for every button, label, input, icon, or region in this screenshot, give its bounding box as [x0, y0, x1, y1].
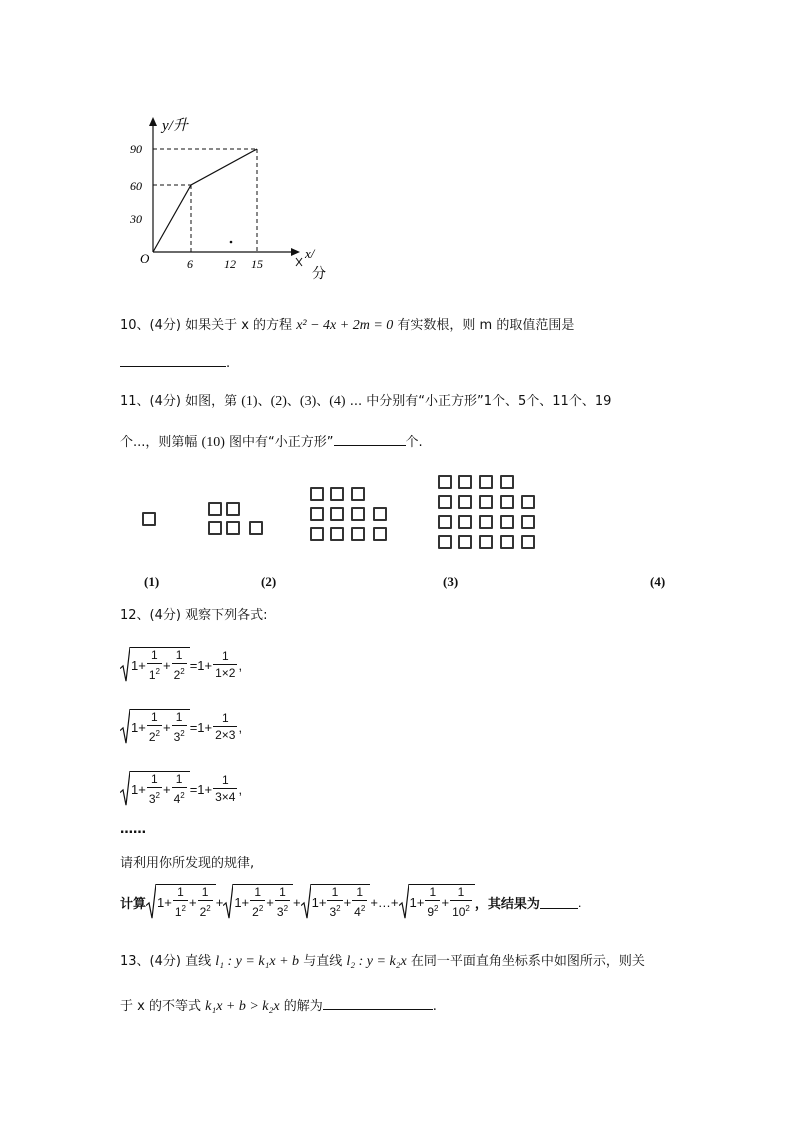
y-axis-label: y/升 — [162, 118, 188, 134]
square — [330, 487, 344, 501]
question-11-line2: 个...，则第幅 (10) 图中有“小正方形” 个. — [120, 431, 423, 451]
square — [458, 535, 472, 549]
y-tick-30: 30 — [130, 212, 142, 226]
radical: 1 + $\frac{1}{1^2}$ + $\frac{1}{2^2}$ — [120, 647, 190, 683]
q12-calc-line: 计算 1 + $\frac{1}{1^2}$ + $\frac{1}{2^2}$ + 1 + $\frac{1}{2^2}$ + $\frac{1}{3^2}$ + 1 + $\frac{1}{3^2}$ + $\frac{1}{4^2}$ +…+ 1 + $\frac{1}{9^2}$ + $\frac{1}{10^2}$ ，其结果为 . — [120, 885, 582, 919]
q12-rule: 请利用你所发现的规律, — [120, 856, 255, 871]
term-one: 1 — [131, 658, 139, 673]
x-tick-12: 12 — [224, 257, 236, 271]
term-one: 1 — [131, 782, 139, 797]
y-tick-60: 60 — [130, 179, 142, 193]
fraction: $\frac{1}{2\times 3}$ — [215, 711, 236, 742]
question-12-title: 12、(4分) 观察下列各式: — [120, 608, 268, 623]
square — [500, 535, 514, 549]
fig-ref-10: (10) — [201, 435, 225, 450]
fig-ref-2: (2) — [270, 394, 287, 409]
fraction: $\frac{1}{4^2}$ — [354, 885, 366, 919]
identity-row: 1 + $\frac{1}{3^2}$ + $\frac{1}{4^2}$ =1+ $\frac{1}{3\times 4}$ , — [120, 758, 242, 820]
inequality: k₁x + b > k₂x — [205, 999, 280, 1014]
fraction: $\frac{1}{1^2}$ — [148, 648, 160, 682]
fraction: $\frac{1}{2^2}$ — [173, 648, 185, 682]
question-11-line1: 11、(4分) 如图，第 (1)、(2)、(3)、(4) ... 中分别有“小正方形”1个、5个、11个、19 — [120, 394, 612, 409]
question-13-line1: 13、(4分) 直线 l₁ : y = k₁x + b 与直线 l₂ : y = k₂x 在同一平面直角坐标系中如图所示，则关 — [120, 954, 645, 969]
square — [479, 535, 493, 549]
square — [310, 527, 324, 541]
q10-answer-line: . — [120, 353, 230, 371]
radical: 1 + $\frac{1}{3^2}$ + $\frac{1}{4^2}$ — [301, 884, 371, 920]
q10-prefix: 10、(4分) 如果关于 x 的方程 — [120, 318, 293, 333]
fraction: $\frac{1}{2^2}$ — [148, 710, 160, 744]
question-13-line2: 于 x 的不等式 k₁x + b > k₂x 的解为 . — [120, 995, 437, 1015]
x-tick-15: 15 — [251, 257, 263, 271]
square — [351, 527, 365, 541]
term-one: 1 — [311, 895, 319, 910]
square — [458, 495, 472, 509]
fraction: $\frac{1}{1\times 2}$ — [215, 649, 236, 680]
fraction: $\frac{1}{10^2}$ — [452, 885, 470, 919]
q11-blank[interactable] — [334, 432, 406, 446]
square — [479, 495, 493, 509]
q12-identities — [120, 634, 242, 820]
square — [330, 507, 344, 521]
square — [226, 502, 240, 516]
line-l2: l₂ : y = k₂x — [346, 954, 407, 969]
square — [458, 515, 472, 529]
data-line — [153, 149, 257, 252]
square — [373, 507, 387, 521]
fig-label-3: (3) — [443, 574, 459, 589]
fraction: $\frac{1}{3^2}$ — [276, 885, 289, 919]
square — [500, 495, 514, 509]
q12-blank[interactable] — [540, 895, 578, 909]
x-axis-label: x/ — [305, 246, 315, 261]
square — [458, 475, 472, 489]
fraction: $\frac{1}{2^2}$ — [199, 885, 211, 919]
term-one: 1 — [409, 895, 417, 910]
fraction: $\frac{1}{1^2}$ — [174, 885, 186, 919]
term-one: 1 — [157, 895, 165, 910]
square — [438, 475, 452, 489]
square — [521, 495, 535, 509]
square — [479, 475, 493, 489]
identity-row: 1 + $\frac{1}{1^2}$ + $\frac{1}{2^2}$ =1+ $\frac{1}{1\times 2}$ , — [120, 634, 242, 696]
q13-blank[interactable] — [323, 996, 433, 1010]
square — [500, 515, 514, 529]
question-10 — [120, 318, 574, 334]
q10-suffix: 有实数根，则 m 的取值范围是 — [397, 318, 575, 333]
radical: 1 + $\frac{1}{2^2}$ + $\frac{1}{3^2}$ — [223, 884, 293, 920]
square — [373, 527, 387, 541]
fraction: $\frac{1}{4^2}$ — [173, 772, 185, 806]
square — [249, 521, 263, 535]
fraction: $\frac{1}{3\times 4}$ — [215, 773, 236, 804]
fig-label-1: (1) — [144, 574, 160, 589]
term-one: 1 — [131, 720, 139, 735]
fig-ref-4: (4) — [329, 394, 346, 409]
square — [521, 535, 535, 549]
square — [521, 515, 535, 529]
fig-ref-3: (3) — [299, 394, 317, 409]
fraction: $\frac{1}{3^2}$ — [329, 885, 341, 919]
square — [310, 487, 324, 501]
q10-equation: x² − 4x + 2m = 0 — [296, 318, 394, 333]
term-one: 1 — [234, 895, 242, 910]
x-tick-6: 6 — [187, 257, 193, 271]
square — [438, 495, 452, 509]
y-tick-90: 90 — [130, 142, 142, 156]
radical: 1 + $\frac{1}{3^2}$ + $\frac{1}{4^2}$ — [120, 771, 190, 807]
volume-time-graph — [120, 110, 350, 290]
fraction: $\frac{1}{3^2}$ — [148, 772, 160, 806]
radical: 1 + $\frac{1}{9^2}$ + $\frac{1}{10^2}$ — [399, 884, 475, 920]
y-axis-arrow — [149, 117, 157, 126]
q10-blank[interactable] — [120, 353, 226, 367]
square — [226, 521, 240, 535]
identity-row: 1 + $\frac{1}{2^2}$ + $\frac{1}{3^2}$ =1+ $\frac{1}{2\times 3}$ , — [120, 696, 242, 758]
square — [438, 535, 452, 549]
fig-label-2: (2) — [261, 574, 277, 589]
x-axis-arrow — [291, 248, 300, 256]
dot-mark — [230, 241, 233, 244]
x-axis-unit: 分 — [312, 266, 326, 282]
square — [142, 512, 156, 526]
square — [351, 507, 365, 521]
square — [500, 475, 514, 489]
fig-ref-1: (1) — [241, 394, 258, 409]
square — [208, 502, 222, 516]
fig-label-4: (4) — [650, 574, 666, 589]
q12-dots: …… — [120, 822, 146, 837]
square — [438, 515, 452, 529]
radical: 1 + $\frac{1}{2^2}$ + $\frac{1}{3^2}$ — [120, 709, 190, 745]
square — [310, 507, 324, 521]
fraction: $\frac{1}{3^2}$ — [173, 710, 185, 744]
square — [351, 487, 365, 501]
radical: 1 + $\frac{1}{1^2}$ + $\frac{1}{2^2}$ — [146, 884, 216, 920]
line-l1: l₁ : y = k₁x + b — [215, 954, 300, 969]
fraction: $\frac{1}{9^2}$ — [427, 885, 439, 919]
square — [208, 521, 222, 535]
fraction: $\frac{1}{2^2}$ — [252, 885, 264, 919]
square — [330, 527, 344, 541]
origin-label: O — [140, 251, 150, 266]
square — [479, 515, 493, 529]
